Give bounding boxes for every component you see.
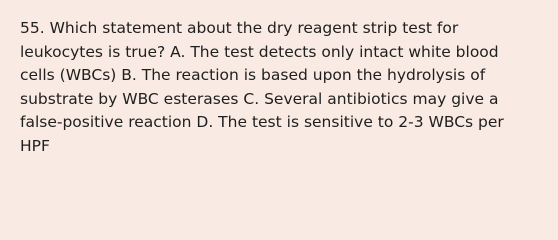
question-text: 55. Which statement about the dry reagent strip test for leukocytes is true? A. The test detects only intact white blood cells (WBCs) B. The reaction is based upon the hydrolysis of substrate by WBC esterases C. Several antibiotics may give a false-positive reaction D. The test is sensitive to 2-3 WBCs per HPF bbox=[20, 19, 504, 155]
